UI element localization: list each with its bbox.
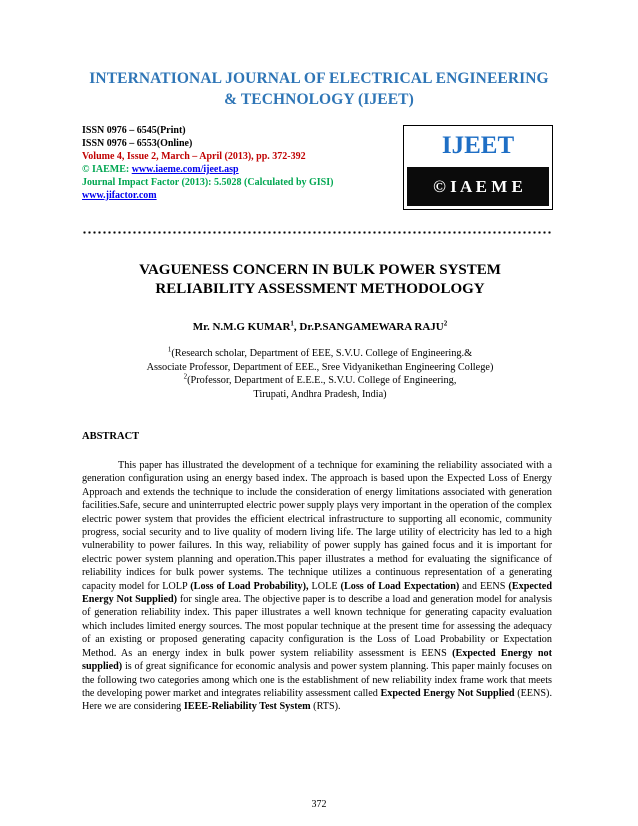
issn-online: ISSN 0976 – 6553(Online) <box>82 138 193 149</box>
author-1-sup: 1 <box>290 319 294 328</box>
iaeme-prefix: © IAEME: <box>82 164 132 175</box>
dotted-divider <box>82 231 552 234</box>
page-number: 372 <box>311 799 327 810</box>
affiliations <box>60 347 580 401</box>
issn-print: ISSN 0976 – 6545(Print) <box>82 125 186 136</box>
logo-iaeme: © I A E M E <box>407 167 549 206</box>
affiliation-1-sup: 1 <box>167 345 172 354</box>
affiliation-1-line2: Associate Professor, Department of EEE., Sree Vidyanikethan Engineering College) <box>146 361 494 373</box>
affiliation-2-line1: $^2$(Professor, Department of E.E.E., S.V.U. College of Engineering, <box>183 372 457 386</box>
volume-info: Volume 4, Issue 2, March – April (2013), pp. 372-392 <box>82 151 306 162</box>
jifactor-link[interactable]: www.jifactor.com <box>82 190 157 201</box>
author-separator: , <box>293 321 300 333</box>
journal-title-line1: INTERNATIONAL JOURNAL OF ELECTRICAL ENGINEERING <box>89 70 549 87</box>
author-1: Mr. N.M.G KUMAR <box>192 321 291 333</box>
abstract-body: This paper has illustrated the development of a technique for examining the reliability associated with a generation configuration using an energy based index. The approach is based upon the Expected Loss of Energy Approach and extends the technique to include the consideration of energy limitations associated with generation facilities.Safe, secure and uninterrupted electric power supply plays very important in the operation of the complex electric power system that provides the efficient electrical infrastructure to supporting all economic, community progress, social security and to live quality of modern living life. The large utility of electricity has led to a high vulnerability to power failures. In this way, reliability of power supply has gained focus and it is important for electric power system planning and operation.This paper illustrates a method for evaluating the significance of reliability indices for bulk power systems. The technique utilizes a continuous representation of a generating capacity model for LOLP (Loss of Load Probability), LOLE (Loss of Load Expectation) and EENS (Expected Energy Not Supplied) for single area. The objective paper is to describe a load and generation model for analysis of generation reliability index. This paper illustrates a well known technique for generating capacity evaluation which includes limited energy sources. The most popular technique at the present time for assessing the adequacy of an existing or proposed generating capacity configuration is the Loss of Load Probability or Expectation Method. As an energy index in bulk power system reliability assessment is EENS (Expected Energy not supplied) is of great significance for economic analysis and power system planning. This paper mainly focuses on the following two categories among which one is the establishment of new reliability index frame work that meets the developing power market and integrates reliability assessment called Expected Energy Not Supplied (EENS). Here we are considering IEEE-Reliability Test System (RTS). <box>82 460 552 713</box>
paper-title-line1: VAGUENESS CONCERN IN BULK POWER SYSTEM <box>139 262 501 278</box>
paper-title <box>60 261 580 299</box>
abstract-heading: ABSTRACT <box>82 431 140 442</box>
author-2: Dr.P.SANGAMEWARA RAJU <box>299 321 444 333</box>
iaeme-line <box>82 163 333 176</box>
impact-factor: Journal Impact Factor (2013): 5.5028 (Calculated by GISI) <box>82 177 334 188</box>
ijeet-logo <box>403 125 553 210</box>
iaeme-link[interactable]: www.iaeme.com/ijeet.asp <box>131 164 239 175</box>
affiliation-2-line2: Tirupati, Andhra Pradesh, India) <box>253 388 387 400</box>
paper-title-line2: RELIABILITY ASSESSMENT METHODOLOGY <box>155 281 485 297</box>
authors <box>60 321 580 333</box>
journal-meta <box>82 124 333 202</box>
author-2-sup: 2 <box>443 319 448 328</box>
journal-title <box>0 68 638 110</box>
affiliation-2-sup: 2 <box>183 372 188 381</box>
journal-title-line2: & TECHNOLOGY (IJEET) <box>224 91 414 108</box>
affiliation-1-line1: $^1$(Research scholar, Department of EEE, S.V.U. College of Engineering.& <box>167 345 473 359</box>
logo-title: IJEET <box>441 132 515 159</box>
